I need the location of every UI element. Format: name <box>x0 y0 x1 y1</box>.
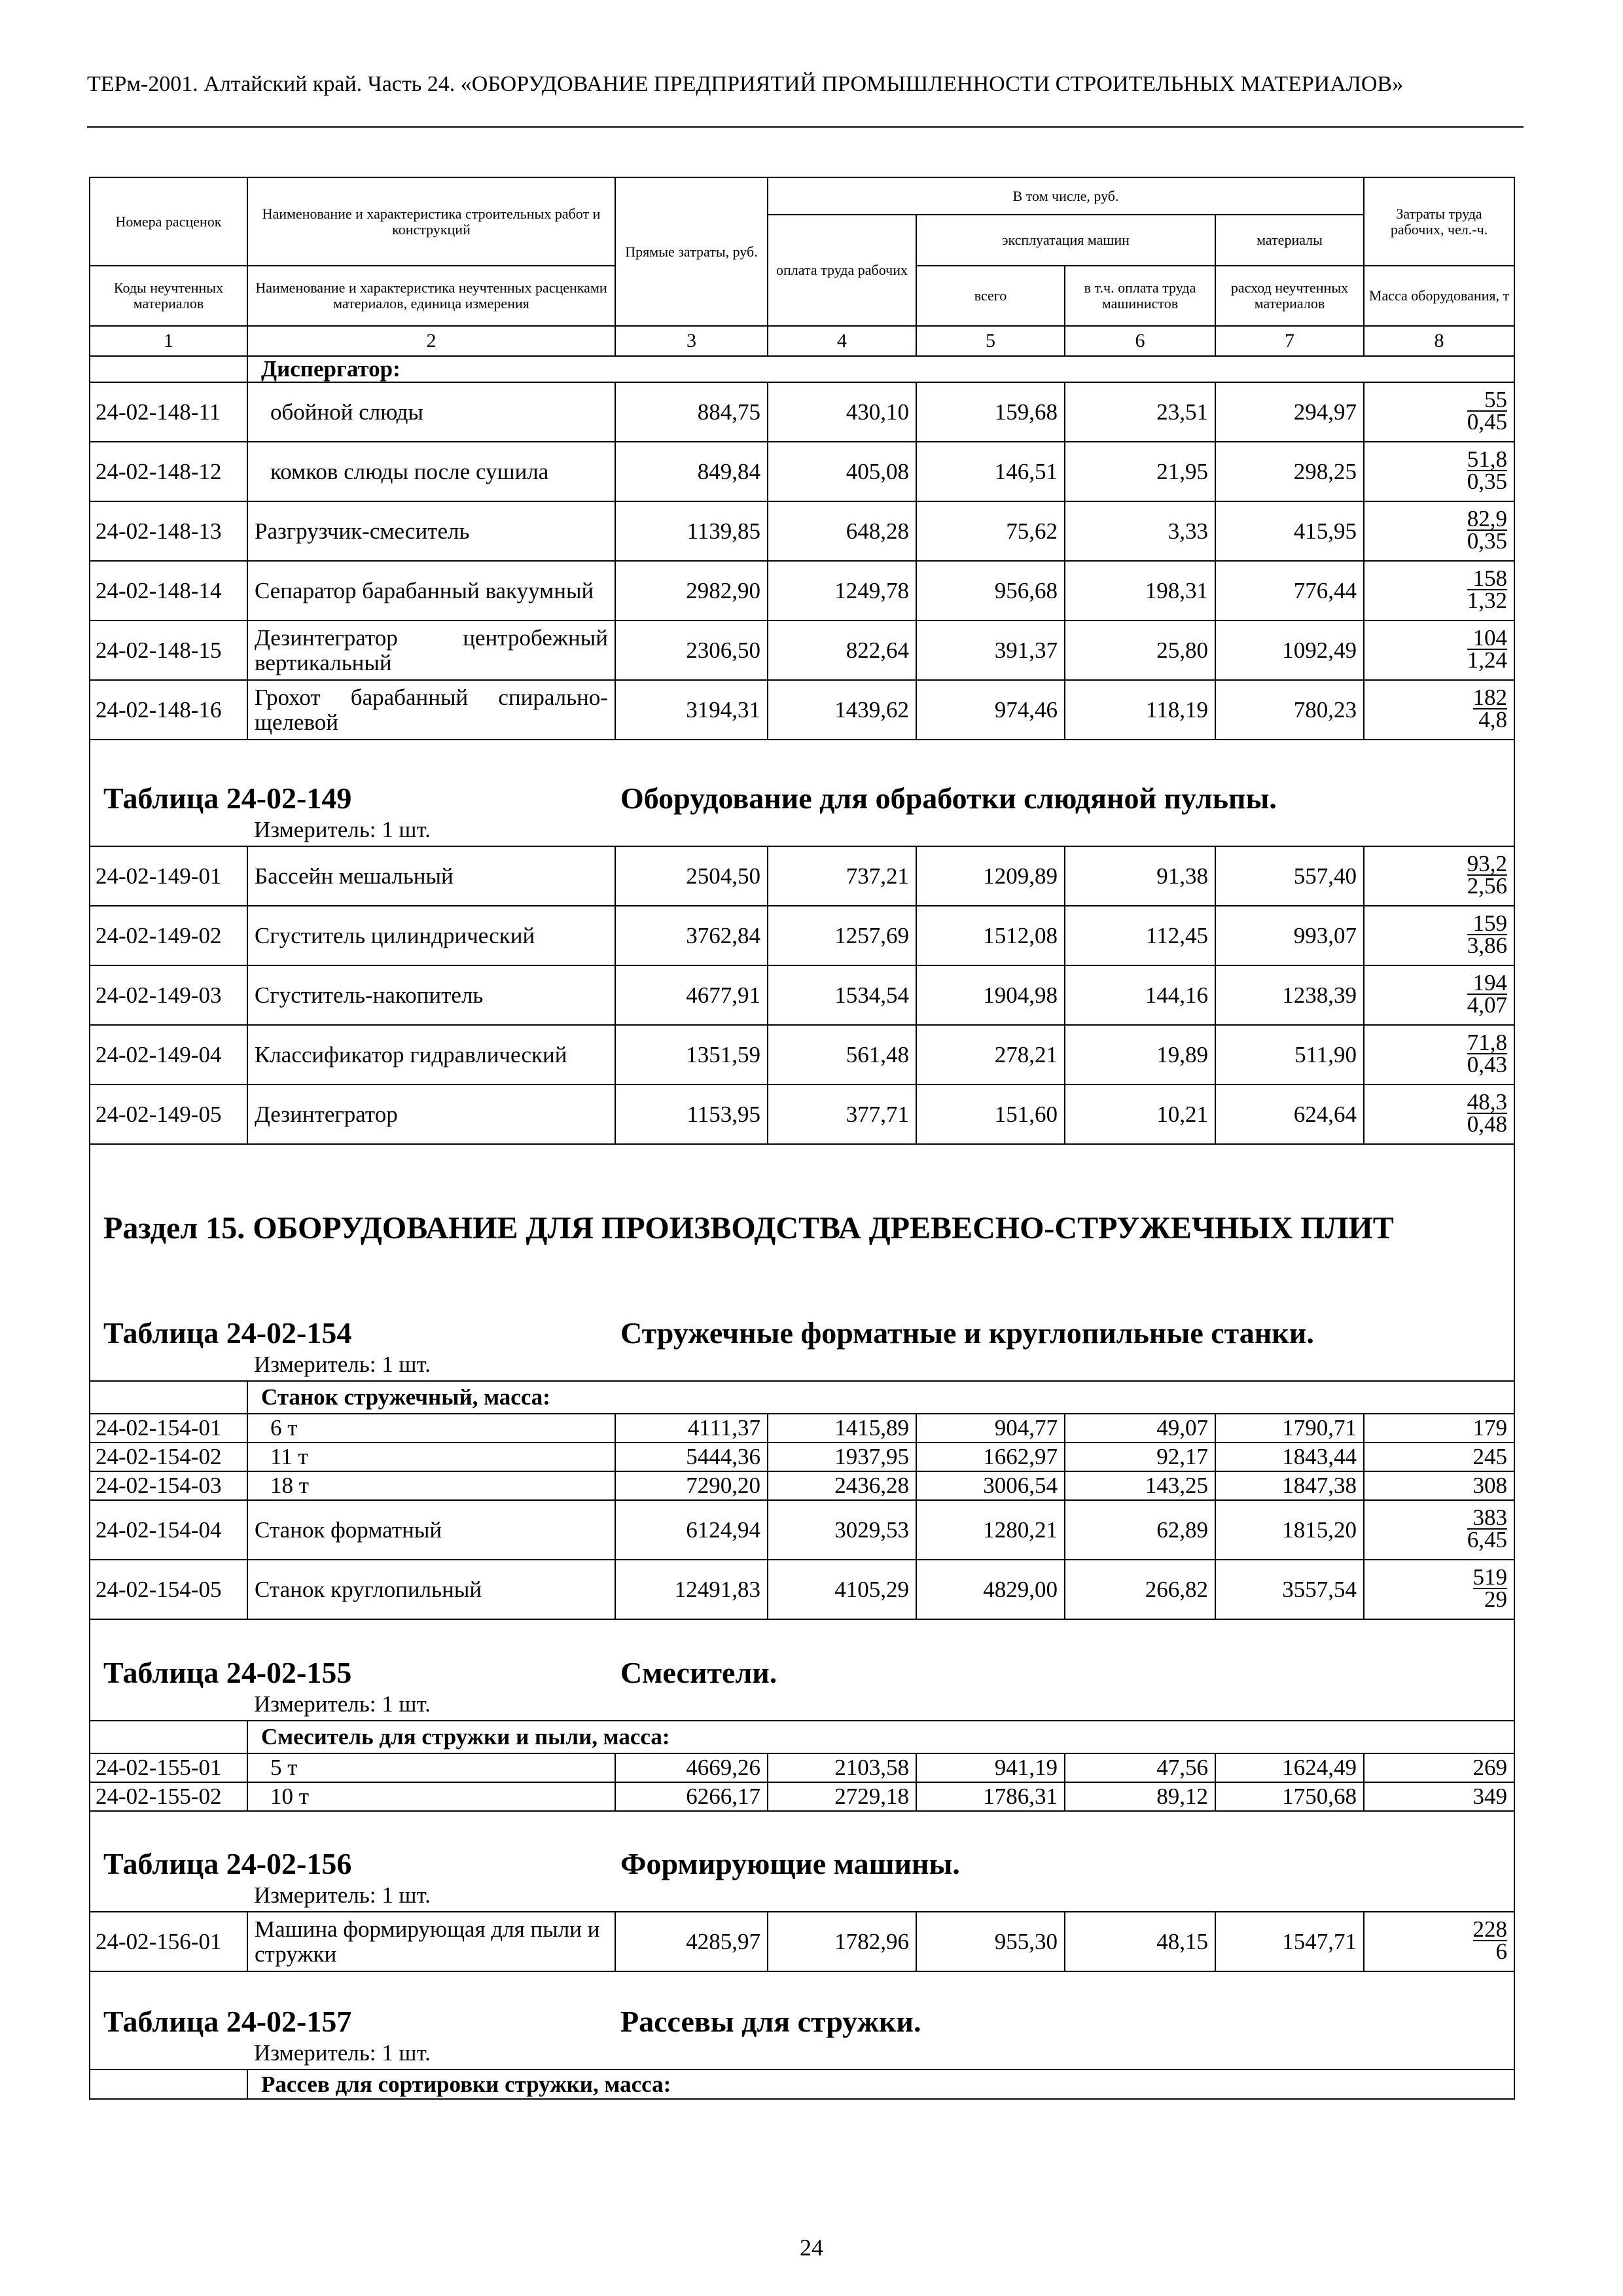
labor-costs-value: 158 <box>1467 568 1507 590</box>
unit-of-measure: Измеритель: 1 шт. <box>254 1691 431 1717</box>
materials-value: 298,25 <box>1215 442 1364 501</box>
rate-name: 6 т <box>247 1414 615 1443</box>
direct-costs-value: 6266,17 <box>615 1782 768 1811</box>
section-title: Раздел 15. ОБОРУДОВАНИЕ ДЛЯ ПРОИЗВОДСТВА ДРЕВЕСНО-СТРУЖЕЧНЫХ ПЛИТ <box>103 1211 1394 1246</box>
machinist-pay-value: 48,15 <box>1065 1912 1215 1971</box>
materials-value: 776,44 <box>1215 561 1364 620</box>
rate-name: Сепаратор барабанный вакуумный <box>247 561 615 620</box>
materials-value: 1750,68 <box>1215 1782 1364 1811</box>
materials-value: 1843,44 <box>1215 1443 1364 1471</box>
labor-mass-cell <box>1364 442 1514 501</box>
direct-costs-value: 2982,90 <box>615 561 768 620</box>
labor-mass-fraction <box>1467 1089 1508 1137</box>
header-work-name: Наименование и характеристика строительных работ и конструкций <box>247 177 615 266</box>
labor-mass-cell <box>1364 382 1514 442</box>
worker-pay-value: 1534,54 <box>768 965 916 1025</box>
rate-code: 24-02-148-16 <box>90 680 247 740</box>
rate-name: 10 т <box>247 1782 615 1811</box>
group-label: Смеситель для стружки и пыли, масса: <box>247 1721 1514 1753</box>
table-row <box>90 1560 1514 1619</box>
header-unaccounted-codes: Коды неучтенных материалов <box>90 266 247 326</box>
materials-value: 993,07 <box>1215 906 1364 965</box>
empty-cell <box>90 1721 247 1753</box>
rate-name: Машина формирующая для пыли и стружки <box>247 1912 615 1971</box>
column-number: 1 <box>90 326 247 356</box>
machinist-pay-value: 21,95 <box>1065 442 1215 501</box>
group-label: Диспергатор: <box>247 356 1514 382</box>
table-row <box>90 561 1514 620</box>
labor-mass-fraction <box>1472 1916 1508 1964</box>
labor-mass-fraction <box>1467 1032 1507 1075</box>
labor-costs-value: 194 <box>1467 973 1507 995</box>
machinist-pay-value: 89,12 <box>1065 1782 1215 1811</box>
page-number: 24 <box>800 2234 823 2261</box>
labor-costs-value: 55 <box>1467 389 1507 412</box>
equipment-mass-value: 2,56 <box>1467 873 1508 899</box>
table-row <box>90 906 1514 965</box>
materials-value: 557,40 <box>1215 846 1364 906</box>
rate-code: 24-02-149-02 <box>90 906 247 965</box>
direct-costs-value: 2504,50 <box>615 846 768 906</box>
machinist-pay-value: 19,89 <box>1065 1025 1215 1085</box>
header-materials: материалы <box>1215 215 1364 266</box>
direct-costs-value: 3194,31 <box>615 680 768 740</box>
table-title-cell <box>90 1310 1514 1381</box>
machinist-pay-value: 3,33 <box>1065 501 1215 561</box>
worker-pay-value: 648,28 <box>768 501 916 561</box>
machine-operation-value: 1280,21 <box>916 1500 1065 1560</box>
labor-costs-value: 182 <box>1472 685 1508 710</box>
table-label: Таблица 24-02-156 <box>103 1847 352 1880</box>
materials-value: 1547,71 <box>1215 1912 1364 1971</box>
table-row <box>90 1782 1514 1811</box>
table-row <box>90 846 1514 906</box>
direct-costs-value: 1351,59 <box>615 1025 768 1085</box>
table-row <box>90 442 1514 501</box>
labor-mass-cell <box>1364 620 1514 680</box>
direct-costs-value: 5444,36 <box>615 1443 768 1471</box>
equipment-mass-value: 0,48 <box>1467 1111 1508 1137</box>
machinist-pay-value: 23,51 <box>1065 382 1215 442</box>
table-title: Стружечные форматные и круглопильные станки. <box>620 1316 1314 1350</box>
rate-code: 24-02-154-02 <box>90 1443 247 1471</box>
worker-pay-value: 822,64 <box>768 620 916 680</box>
direct-costs-value: 4677,91 <box>615 965 768 1025</box>
rate-name: обойной слюды <box>247 382 615 442</box>
direct-costs-value: 4111,37 <box>615 1414 768 1443</box>
rate-name: Сгуститель цилиндрический <box>247 906 615 965</box>
labor-mass-fraction <box>1467 910 1508 958</box>
labor-mass-fraction <box>1472 1564 1508 1612</box>
rates-table-wrapper <box>89 177 1514 2100</box>
rate-name: Разгрузчик-смеситель <box>247 501 615 561</box>
labor-mass-fraction <box>1467 389 1507 433</box>
equipment-mass-value: 0,43 <box>1467 1052 1508 1077</box>
equipment-mass-value: 4,8 <box>1478 707 1508 732</box>
equipment-mass-value: 4,07 <box>1467 992 1508 1018</box>
table-row <box>90 1025 1514 1085</box>
equipment-mass-value: 6,45 <box>1467 1527 1508 1552</box>
machinist-pay-value: 118,19 <box>1065 680 1215 740</box>
rate-code: 24-02-149-01 <box>90 846 247 906</box>
rate-name: Классификатор гидравлический <box>247 1025 615 1085</box>
labor-mass-fraction <box>1467 506 1508 554</box>
machinist-pay-value: 49,07 <box>1065 1414 1215 1443</box>
direct-costs-value: 1139,85 <box>615 501 768 561</box>
worker-pay-value: 2103,58 <box>768 1753 916 1782</box>
labor-costs-value: 308 <box>1364 1471 1514 1500</box>
table-title-row <box>90 1971 1514 2070</box>
direct-costs-value: 884,75 <box>615 382 768 442</box>
header-labor-costs: Затраты труда рабочих, чел.-ч. <box>1364 177 1514 266</box>
direct-costs-value: 849,84 <box>615 442 768 501</box>
table-title: Формирующие машины. <box>620 1847 960 1880</box>
column-number: 4 <box>768 326 916 356</box>
labor-costs-value: 71,8 <box>1467 1030 1508 1055</box>
table-row <box>90 1500 1514 1560</box>
machinist-pay-value: 47,56 <box>1065 1753 1215 1782</box>
rate-code: 24-02-148-11 <box>90 382 247 442</box>
rate-code: 24-02-154-04 <box>90 1500 247 1560</box>
labor-mass-cell <box>1364 1912 1514 1971</box>
worker-pay-value: 430,10 <box>768 382 916 442</box>
table-label: Таблица 24-02-157 <box>103 2005 352 2038</box>
table-title-cell <box>90 1619 1514 1721</box>
machinist-pay-value: 92,17 <box>1065 1443 1215 1471</box>
group-label: Рассев для сортировки стружки, масса: <box>247 2070 1514 2099</box>
rate-code: 24-02-156-01 <box>90 1912 247 1971</box>
table-label: Таблица 24-02-154 <box>103 1316 352 1350</box>
machine-operation-value: 1786,31 <box>916 1782 1065 1811</box>
header-rule <box>87 126 1524 128</box>
materials-value: 511,90 <box>1215 1025 1364 1085</box>
column-number: 6 <box>1065 326 1215 356</box>
direct-costs-value: 1153,95 <box>615 1085 768 1144</box>
materials-value: 780,23 <box>1215 680 1364 740</box>
worker-pay-value: 1439,62 <box>768 680 916 740</box>
worker-pay-value: 405,08 <box>768 442 916 501</box>
machine-operation-value: 391,37 <box>916 620 1065 680</box>
worker-pay-value: 1249,78 <box>768 561 916 620</box>
table-title-row <box>90 1310 1514 1381</box>
rate-name: Дезинтегратор центробежный вертикальный <box>247 620 615 680</box>
header-machine-operation: эксплуатация машин <box>916 215 1215 266</box>
equipment-mass-value: 6 <box>1495 1939 1508 1964</box>
rate-name: 5 т <box>247 1753 615 1782</box>
column-number: 2 <box>247 326 615 356</box>
header-including: В том числе, руб. <box>768 177 1364 215</box>
table-row <box>90 680 1514 740</box>
table-row <box>90 1912 1514 1971</box>
table-label: Таблица 24-02-155 <box>103 1656 352 1689</box>
column-number: 7 <box>1215 326 1364 356</box>
direct-costs-value: 4669,26 <box>615 1753 768 1782</box>
worker-pay-value: 737,21 <box>768 846 916 906</box>
labor-costs-value: 179 <box>1364 1414 1514 1443</box>
labor-costs-value: 82,9 <box>1467 506 1508 531</box>
machinist-pay-value: 25,80 <box>1065 620 1215 680</box>
machinist-pay-value: 143,25 <box>1065 1471 1215 1500</box>
labor-mass-fraction <box>1467 1507 1507 1551</box>
materials-value: 3557,54 <box>1215 1560 1364 1619</box>
column-number: 5 <box>916 326 1065 356</box>
machine-operation-value: 4829,00 <box>916 1560 1065 1619</box>
table-row <box>90 1414 1514 1443</box>
table-title-cell <box>90 740 1514 846</box>
equipment-mass-value: 0,35 <box>1467 528 1508 554</box>
table-row <box>90 965 1514 1025</box>
labor-costs-value: 104 <box>1467 628 1507 650</box>
header-total: всего <box>916 266 1065 326</box>
column-number: 8 <box>1364 326 1514 356</box>
worker-pay-value: 1782,96 <box>768 1912 916 1971</box>
rate-name: Бассейн мешальный <box>247 846 615 906</box>
machinist-pay-value: 266,82 <box>1065 1560 1215 1619</box>
machine-operation-value: 1904,98 <box>916 965 1065 1025</box>
group-label: Станок стружечный, масса: <box>247 1381 1514 1414</box>
machine-operation-value: 146,51 <box>916 442 1065 501</box>
rate-name: Станок круглопильный <box>247 1560 615 1619</box>
labor-mass-fraction <box>1467 853 1507 897</box>
worker-pay-value: 377,71 <box>768 1085 916 1144</box>
table-row <box>90 620 1514 680</box>
rate-code: 24-02-149-05 <box>90 1085 247 1144</box>
materials-value: 1624,49 <box>1215 1753 1364 1782</box>
worker-pay-value: 1937,95 <box>768 1443 916 1471</box>
rate-code: 24-02-148-15 <box>90 620 247 680</box>
labor-mass-fraction <box>1467 625 1508 673</box>
rate-code: 24-02-155-02 <box>90 1782 247 1811</box>
rate-code: 24-02-149-04 <box>90 1025 247 1085</box>
table-row <box>90 1443 1514 1471</box>
materials-value: 1847,38 <box>1215 1471 1364 1500</box>
direct-costs-value: 3762,84 <box>615 906 768 965</box>
table-title: Оборудование для обработки слюдяной пульпы. <box>620 781 1277 815</box>
table-title: Смесители. <box>620 1656 777 1689</box>
machine-operation-value: 974,46 <box>916 680 1065 740</box>
rate-code: 24-02-154-03 <box>90 1471 247 1500</box>
worker-pay-value: 2436,28 <box>768 1471 916 1500</box>
machine-operation-value: 941,19 <box>916 1753 1065 1782</box>
materials-value: 624,64 <box>1215 1085 1364 1144</box>
labor-mass-fraction <box>1467 565 1508 613</box>
rate-name: Дезинтегратор <box>247 1085 615 1144</box>
unit-of-measure: Измеритель: 1 шт. <box>254 817 431 842</box>
section-cell <box>90 1144 1514 1310</box>
machine-operation-value: 75,62 <box>916 501 1065 561</box>
machinist-pay-value: 10,21 <box>1065 1085 1215 1144</box>
equipment-mass-value: 1,32 <box>1467 588 1508 613</box>
labor-mass-cell <box>1364 1500 1514 1560</box>
materials-value: 1092,49 <box>1215 620 1364 680</box>
labor-costs-value: 51,8 <box>1467 446 1508 472</box>
rates-table-body <box>90 177 1514 2099</box>
group-row <box>90 1381 1514 1414</box>
header-equipment-mass: Масса оборудования, т <box>1364 266 1514 326</box>
unit-of-measure: Измеритель: 1 шт. <box>254 1882 431 1908</box>
labor-mass-cell <box>1364 1025 1514 1085</box>
machine-operation-value: 1512,08 <box>916 906 1065 965</box>
labor-costs-value: 228 <box>1472 1916 1508 1942</box>
machinist-pay-value: 198,31 <box>1065 561 1215 620</box>
rate-name: Станок форматный <box>247 1500 615 1560</box>
table-title: Рассевы для стружки. <box>620 2005 921 2038</box>
labor-mass-cell <box>1364 906 1514 965</box>
direct-costs-value: 7290,20 <box>615 1471 768 1500</box>
direct-costs-value: 12491,83 <box>615 1560 768 1619</box>
rate-code: 24-02-154-01 <box>90 1414 247 1443</box>
rate-code: 24-02-148-14 <box>90 561 247 620</box>
rate-code: 24-02-148-12 <box>90 442 247 501</box>
section-row <box>90 1144 1514 1310</box>
table-row <box>90 1471 1514 1500</box>
header-worker-pay: оплата труда рабочих <box>768 215 916 326</box>
empty-cell <box>90 1381 247 1414</box>
machine-operation-value: 955,30 <box>916 1912 1065 1971</box>
rate-name: 11 т <box>247 1443 615 1471</box>
labor-costs-value: 269 <box>1364 1753 1514 1782</box>
labor-mass-cell <box>1364 846 1514 906</box>
machinist-pay-value: 112,45 <box>1065 906 1215 965</box>
rate-code: 24-02-154-05 <box>90 1560 247 1619</box>
worker-pay-value: 1257,69 <box>768 906 916 965</box>
running-header: ТЕРм-2001. Алтайский край. Часть 24. «ОБОРУДОВАНИЕ ПРЕДПРИЯТИЙ ПРОМЫШЛЕННОСТИ СТРОИТЕЛЬНЫХ МАТЕРИАЛОВ» <box>87 72 1404 96</box>
equipment-mass-value: 29 <box>1484 1587 1508 1612</box>
header-direct-costs: Прямые затраты, руб. <box>615 177 768 326</box>
machine-operation-value: 1662,97 <box>916 1443 1065 1471</box>
materials-value: 1238,39 <box>1215 965 1364 1025</box>
worker-pay-value: 4105,29 <box>768 1560 916 1619</box>
table-title-row <box>90 1811 1514 1912</box>
labor-costs-value: 519 <box>1472 1564 1508 1590</box>
labor-costs-value: 245 <box>1364 1443 1514 1471</box>
machinist-pay-value: 91,38 <box>1065 846 1215 906</box>
labor-mass-cell <box>1364 1085 1514 1144</box>
worker-pay-value: 3029,53 <box>768 1500 916 1560</box>
worker-pay-value: 561,48 <box>768 1025 916 1085</box>
table-title-row <box>90 1619 1514 1721</box>
table-row <box>90 1085 1514 1144</box>
equipment-mass-value: 1,24 <box>1467 647 1508 673</box>
rate-name: 18 т <box>247 1471 615 1500</box>
labor-mass-cell <box>1364 1560 1514 1619</box>
header-unaccounted-consumption: расход неучтенных материалов <box>1215 266 1364 326</box>
column-number: 3 <box>615 326 768 356</box>
direct-costs-value: 4285,97 <box>615 1912 768 1971</box>
rate-name: Сгуститель-накопитель <box>247 965 615 1025</box>
labor-mass-fraction <box>1467 446 1508 494</box>
header-rate-numbers: Номера расценок <box>90 177 247 266</box>
labor-costs-value: 349 <box>1364 1782 1514 1811</box>
machine-operation-value: 159,68 <box>916 382 1065 442</box>
rates-table <box>89 177 1515 2100</box>
machinist-pay-value: 62,89 <box>1065 1500 1215 1560</box>
labor-mass-fraction <box>1473 687 1508 730</box>
labor-mass-cell <box>1364 561 1514 620</box>
machine-operation-value: 1209,89 <box>916 846 1065 906</box>
materials-value: 1790,71 <box>1215 1414 1364 1443</box>
labor-mass-cell <box>1364 965 1514 1025</box>
machine-operation-value: 278,21 <box>916 1025 1065 1085</box>
labor-costs-value: 383 <box>1467 1507 1507 1530</box>
header-machinist-pay: в т.ч. оплата труда машинистов <box>1065 266 1215 326</box>
empty-cell <box>90 356 247 382</box>
labor-mass-cell <box>1364 680 1514 740</box>
materials-value: 1815,20 <box>1215 1500 1364 1560</box>
machine-operation-value: 151,60 <box>916 1085 1065 1144</box>
labor-costs-value: 159 <box>1467 913 1507 935</box>
table-row <box>90 501 1514 561</box>
equipment-mass-value: 0,45 <box>1467 409 1508 435</box>
worker-pay-value: 1415,89 <box>768 1414 916 1443</box>
rate-code: 24-02-155-01 <box>90 1753 247 1782</box>
table-title-cell <box>90 1971 1514 2070</box>
equipment-mass-value: 0,35 <box>1467 469 1508 494</box>
direct-costs-value: 2306,50 <box>615 620 768 680</box>
table-row <box>90 1753 1514 1782</box>
table-title-cell <box>90 1811 1514 1912</box>
machine-operation-value: 956,68 <box>916 561 1065 620</box>
machine-operation-value: 904,77 <box>916 1414 1065 1443</box>
unit-of-measure: Измеритель: 1 шт. <box>254 2040 431 2066</box>
worker-pay-value: 2729,18 <box>768 1782 916 1811</box>
unit-of-measure: Измеритель: 1 шт. <box>254 1352 431 1377</box>
group-row <box>90 2070 1514 2099</box>
labor-costs-value: 48,3 <box>1467 1089 1508 1115</box>
table-title-row <box>90 740 1514 846</box>
labor-mass-cell <box>1364 501 1514 561</box>
labor-costs-value: 93,2 <box>1467 851 1508 876</box>
materials-value: 294,97 <box>1215 382 1364 442</box>
direct-costs-value: 6124,94 <box>615 1500 768 1560</box>
rate-name: комков слюды после сушила <box>247 442 615 501</box>
table-label: Таблица 24-02-149 <box>103 781 352 815</box>
machinist-pay-value: 144,16 <box>1065 965 1215 1025</box>
materials-value: 415,95 <box>1215 501 1364 561</box>
machine-operation-value: 3006,54 <box>916 1471 1065 1500</box>
rate-code: 24-02-148-13 <box>90 501 247 561</box>
header-unaccounted-name: Наименование и характеристика неучтенных расценками материалов, единица измерения <box>247 266 615 326</box>
group-row <box>90 1721 1514 1753</box>
labor-mass-fraction <box>1467 970 1508 1018</box>
group-row <box>90 356 1514 382</box>
rate-code: 24-02-149-03 <box>90 965 247 1025</box>
empty-cell <box>90 2070 247 2099</box>
equipment-mass-value: 3,86 <box>1467 933 1508 958</box>
table-row <box>90 382 1514 442</box>
rate-name: Грохот барабанный спирально-щелевой <box>247 680 615 740</box>
